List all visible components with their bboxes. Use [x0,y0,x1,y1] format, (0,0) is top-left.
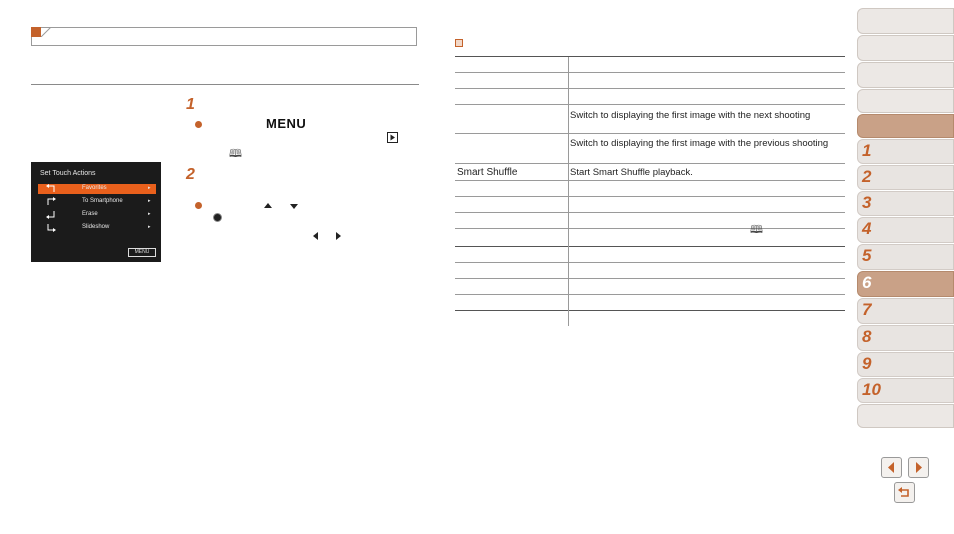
section-marker [31,27,41,37]
table-row [455,229,845,247]
camera-screen-title: Set Touch Actions [40,170,96,177]
tab-chapter-3[interactable] [857,191,954,216]
step-2-bullet [195,202,202,209]
touch-down-left-gesture-icon [46,210,56,220]
table-row [455,164,845,181]
tab-chapter-2[interactable] [857,165,954,190]
touch-action-row [38,223,156,233]
tab-index[interactable] [857,404,954,428]
table-row [455,247,845,263]
tab-chapter-4[interactable] [857,217,954,243]
camera-menu-back-button: MENU [128,248,156,257]
table-row [455,263,845,279]
touch-left-gesture-icon [46,184,56,194]
touch-action-label: Erase [82,211,98,217]
touch-actions-table [455,56,845,311]
chapter-number: 8 [862,327,872,346]
touch-action-label: Favorites [82,185,107,191]
step-1-bullet [195,121,202,128]
playback-icon [387,132,398,143]
chapter-number: 5 [862,246,872,265]
chapter-number: 3 [862,193,872,212]
chapter-number: 10 [862,380,881,399]
step-1-number: 1 [186,96,195,113]
chapter-number: 9 [862,354,872,373]
menu-button-label: MENU [266,116,307,131]
chapter-number: 6 [862,273,872,292]
tab-cover[interactable] [857,8,954,34]
touch-down-right-gesture-icon [46,223,56,233]
tab-chapter-10[interactable] [857,378,954,403]
table-row [455,89,845,105]
table-column-divider [568,57,569,326]
return-icon [895,483,914,502]
section-divider [31,84,419,85]
left-button-icon [313,232,318,240]
up-button-icon [264,203,272,208]
next-page-button[interactable] [908,457,929,478]
func-set-button-icon [213,213,222,222]
touch-action-label: Slideshow [82,224,110,230]
tab-chapter-9[interactable] [857,352,954,377]
touch-right-gesture-icon [46,197,56,207]
table-cell-description: Start Smart Shuffle playback. [570,167,693,178]
return-button[interactable] [894,482,915,503]
table-row [455,213,845,229]
chapter-number: 4 [862,219,872,238]
chapter-number: 2 [862,167,872,186]
row-arrow-icon: ▸ [148,211,151,217]
touch-action-row [38,210,156,220]
row-arrow-icon: ▸ [148,198,151,204]
table-row [455,295,845,311]
table-cell-description: Switch to displaying the first image with the previous shooting [570,138,829,149]
row-arrow-icon: ▸ [148,224,151,230]
tab-chapter-5[interactable] [857,244,954,270]
tab-chapter-1[interactable] [857,139,954,164]
tab-contents[interactable] [857,35,954,61]
tab-advanced-guide[interactable] [857,89,954,113]
table-row [455,105,845,134]
touch-action-label: To Smartphone [82,198,123,204]
tab-chapter-8[interactable] [857,325,954,351]
touch-action-row [38,184,156,194]
chapter-number: 1 [862,141,872,160]
right-button-icon [336,232,341,240]
tab-chapter-7[interactable] [857,298,954,324]
row-arrow-icon: ▸ [148,185,151,191]
arrow-left-icon [882,458,901,477]
step-2-number: 2 [186,166,195,183]
table-row [455,134,845,164]
chapter-number: 7 [862,300,872,319]
table-row [455,279,845,295]
table-section-marker [455,39,463,47]
previous-page-button[interactable] [881,457,902,478]
tab-chapter-6[interactable] [857,271,954,297]
page-reference-icon: 🕮 [750,224,763,236]
tab-basic-guide[interactable] [857,62,954,88]
table-cell-action: Smart Shuffle [457,167,518,178]
table-row [455,57,845,73]
touch-action-row [38,197,156,207]
down-button-icon [290,204,298,209]
table-row [455,73,845,89]
tab-section-header[interactable] [857,114,954,138]
arrow-right-icon [909,458,928,477]
table-row [455,197,845,213]
section-slash-decoration [41,27,51,37]
table-row [455,181,845,197]
section-header-bar [31,27,417,46]
table-cell-description: Switch to displaying the first image with the next shooting [570,110,811,121]
page-reference-icon: 🕮 [229,148,242,160]
